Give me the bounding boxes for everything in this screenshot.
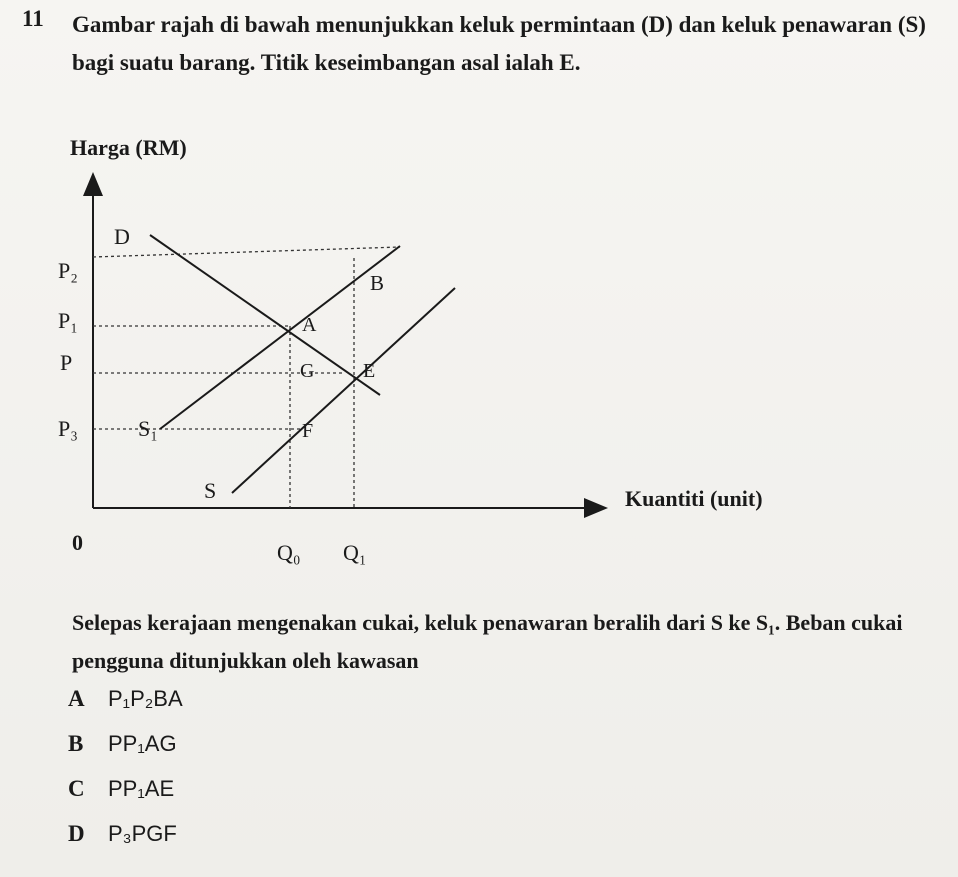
demand-label: D (114, 224, 130, 249)
price-label-p1: P₁ (58, 308, 78, 333)
option-d[interactable] (68, 821, 177, 847)
point-label-b: B (370, 271, 385, 295)
y-axis-label: Harga (RM) (70, 135, 187, 160)
point-label-a: A (302, 314, 317, 336)
supply-curve (232, 288, 455, 493)
demand-curve (150, 235, 380, 395)
option-d-letter: D (68, 821, 85, 846)
point-label-f: F (302, 420, 314, 442)
option-a-letter: A (68, 686, 85, 711)
price-label-p: P (60, 350, 73, 375)
price-label-p3: P₃ (58, 416, 78, 441)
point-label-e: E (363, 360, 376, 382)
origin-label: 0 (72, 530, 83, 555)
option-d-text: P₃PGF (108, 821, 177, 846)
option-a-text: P₁P₂BA (108, 686, 183, 711)
option-c[interactable] (68, 776, 174, 802)
option-c-text: PP₁AE (108, 776, 175, 801)
x-axis-label: Kuantiti (unit) (625, 486, 763, 511)
question-number: 11 (22, 6, 44, 31)
option-b[interactable] (68, 731, 177, 757)
quantity-label-q1: Q₁ (343, 540, 367, 565)
option-c-letter: C (68, 776, 85, 801)
question-followup: Selepas kerajaan mengenakan cukai, keluk penawaran beralih dari S ke S₁. Beban cukai pengguna ditunjukkan oleh kawasan (72, 610, 903, 673)
option-b-text: PP₁AG (108, 731, 177, 756)
option-b-letter: B (68, 731, 84, 756)
p2-dashed-line (93, 247, 400, 257)
price-label-p2: P₂ (58, 258, 78, 283)
quantity-label-q0: Q₀ (277, 540, 301, 565)
supply-label: S (204, 478, 217, 503)
supply-shifted-curve (160, 246, 400, 429)
option-a[interactable] (68, 686, 183, 712)
supply-shifted-label: S₁ (138, 416, 158, 441)
question-stem: Gambar rajah di bawah menunjukkan keluk permintaan (D) dan keluk penawaran (S) bagi suatu barang. Titik keseimbangan asal ialah E. (72, 12, 926, 75)
point-label-g: G (300, 360, 315, 382)
